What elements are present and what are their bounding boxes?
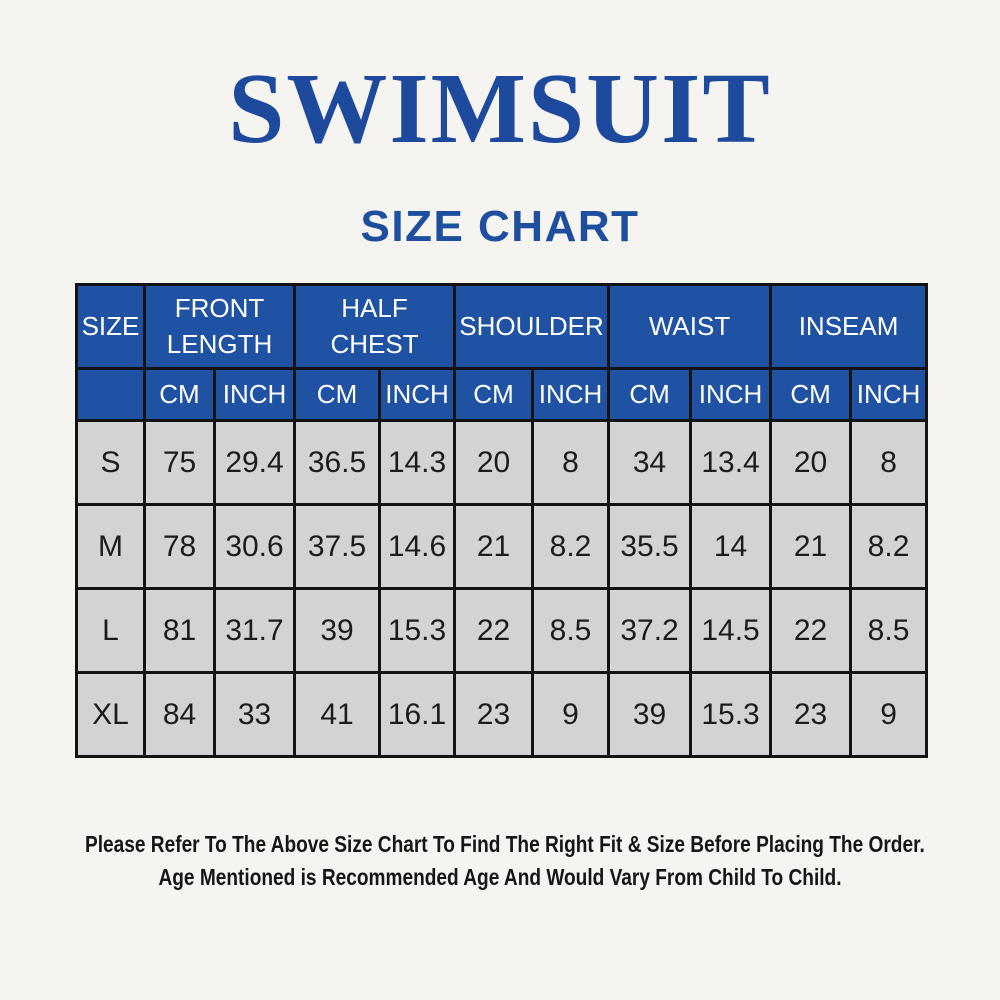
unit-cm: CM [295,369,380,421]
value-cell: 15.3 [691,673,771,757]
value-cell: 15.3 [380,589,455,673]
value-cell: 21 [455,505,533,589]
table-row-m [77,505,927,589]
page-subtitle: SIZE CHART [360,202,640,251]
value-cell: 8.5 [533,589,609,673]
value-cell: 31.7 [215,589,295,673]
unit-inch: INCH [215,369,295,421]
header-half-chest: HALF CHEST [295,285,455,369]
unit-inch: INCH [851,369,927,421]
header-spacer [77,369,145,421]
value-cell: 75 [145,421,215,505]
size-chart-table [75,283,928,758]
value-cell: 78 [145,505,215,589]
value-cell: 22 [455,589,533,673]
value-cell: 13.4 [691,421,771,505]
value-cell: 8.2 [851,505,927,589]
value-cell: 81 [145,589,215,673]
value-cell: 14 [691,505,771,589]
table-row-s [77,421,927,505]
value-cell: 21 [771,505,851,589]
value-cell: 39 [295,589,380,673]
table-row-l [77,589,927,673]
header-shoulder: SHOULDER [455,285,609,369]
value-cell: 16.1 [380,673,455,757]
value-cell: 33 [215,673,295,757]
page-title: SWIMSUIT [228,52,772,164]
value-cell: 9 [533,673,609,757]
value-cell: 34 [609,421,691,505]
value-cell: 23 [771,673,851,757]
table-row-xl [77,673,927,757]
value-cell: 14.6 [380,505,455,589]
value-cell: 22 [771,589,851,673]
footer-note [0,828,1000,894]
header-inseam: INSEAM [771,285,927,369]
value-cell: 37.2 [609,589,691,673]
header-waist: WAIST [609,285,771,369]
value-cell: 8 [533,421,609,505]
value-cell: 14.3 [380,421,455,505]
unit-cm: CM [771,369,851,421]
header-front-length: FRONT LENGTH [145,285,295,369]
header-units-row [77,369,927,421]
value-cell: 23 [455,673,533,757]
value-cell: 84 [145,673,215,757]
value-cell: 29.4 [215,421,295,505]
unit-cm: CM [455,369,533,421]
value-cell: 39 [609,673,691,757]
value-cell: 36.5 [295,421,380,505]
value-cell: 30.6 [215,505,295,589]
size-cell: L [77,589,145,673]
header-group-row [77,285,927,369]
value-cell: 20 [455,421,533,505]
unit-inch: INCH [380,369,455,421]
value-cell: 9 [851,673,927,757]
unit-inch: INCH [533,369,609,421]
header-size: SIZE [77,285,145,369]
value-cell: 20 [771,421,851,505]
value-cell: 35.5 [609,505,691,589]
value-cell: 14.5 [691,589,771,673]
footer-line-2: Age Mentioned is Recommended Age And Would Vary From Child To Child. [158,864,842,890]
size-cell: XL [77,673,145,757]
size-cell: M [77,505,145,589]
value-cell: 8 [851,421,927,505]
value-cell: 8.5 [851,589,927,673]
unit-cm: CM [609,369,691,421]
size-cell: S [77,421,145,505]
unit-inch: INCH [691,369,771,421]
value-cell: 41 [295,673,380,757]
value-cell: 8.2 [533,505,609,589]
unit-cm: CM [145,369,215,421]
value-cell: 37.5 [295,505,380,589]
footer-line-1: Please Refer To The Above Size Chart To Find The Right Fit & Size Before Placing The Order. [85,831,925,857]
